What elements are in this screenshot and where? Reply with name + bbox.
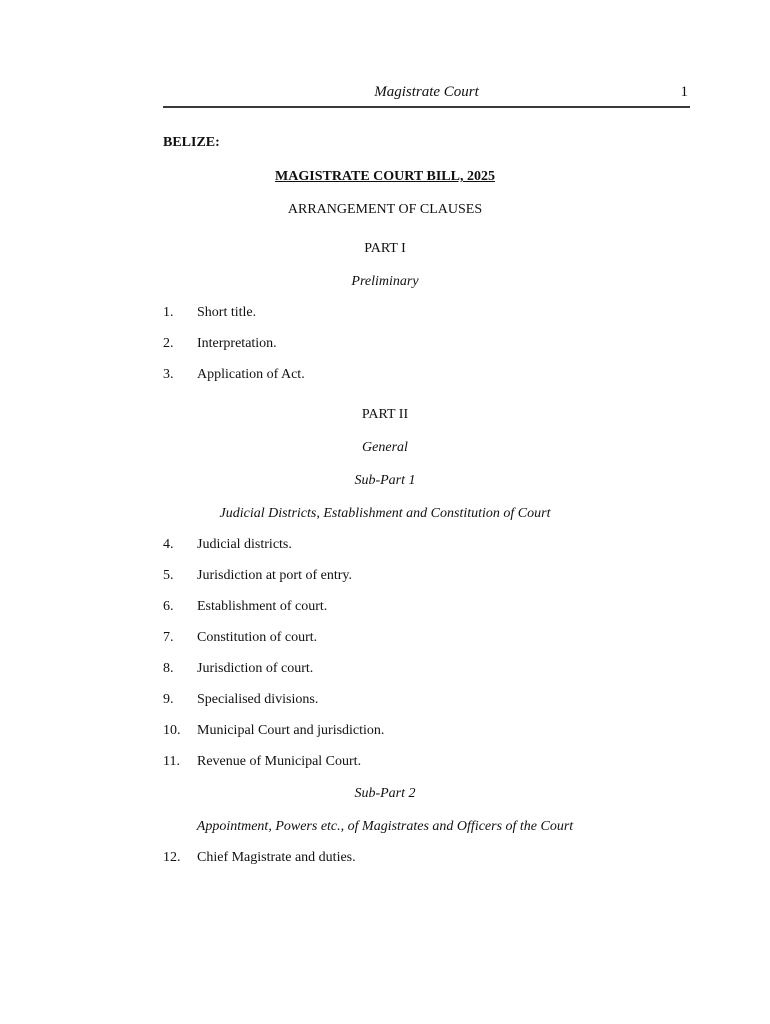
clause-title: Revenue of Municipal Court.	[197, 754, 362, 769]
bill-title: MAGISTRATE COURT BILL, 2025	[275, 169, 495, 184]
part-2-heading: General	[362, 440, 408, 455]
clause-title: Short title.	[197, 305, 257, 320]
clause-number: 4.	[163, 537, 174, 552]
clause-title: Judicial districts.	[197, 537, 292, 552]
clause-number: 11.	[163, 754, 180, 769]
part-2-label: PART II	[361, 407, 409, 422]
clause-title: Jurisdiction at port of entry.	[197, 568, 353, 583]
clause-title: Municipal Court and jurisdiction.	[197, 723, 385, 738]
clause-number: 3.	[163, 367, 174, 382]
clause-number: 1.	[163, 305, 174, 320]
clause-title: Interpretation.	[197, 336, 277, 351]
country-label: BELIZE:	[163, 135, 220, 150]
clause-number: 5.	[163, 568, 174, 583]
clause-title: Establishment of court.	[197, 599, 328, 614]
clause-title: Jurisdiction of court.	[197, 661, 314, 676]
clause-number: 2.	[163, 336, 174, 351]
clause-number: 8.	[163, 661, 174, 676]
subpart-1-label: Sub-Part 1	[354, 473, 416, 488]
bill-title-row	[163, 168, 607, 186]
clause-title: Constitution of court.	[197, 630, 318, 645]
clause-number: 9.	[163, 692, 174, 707]
clause-title: Application of Act.	[197, 367, 305, 382]
part-1-heading: Preliminary	[351, 274, 419, 289]
clause-number: 12.	[163, 850, 181, 865]
part-1-label: PART I	[364, 241, 406, 256]
arrangement-heading: ARRANGEMENT OF CLAUSES	[287, 202, 483, 217]
clause-title: Chief Magistrate and duties.	[197, 850, 356, 865]
clause-number: 7.	[163, 630, 174, 645]
page-header	[163, 84, 690, 108]
page-number: 1	[680, 84, 688, 100]
subpart-2-label: Sub-Part 2	[354, 786, 416, 801]
clause-number: 6.	[163, 599, 174, 614]
subpart-1-heading: Judicial Districts, Establishment and Constitution of Court	[219, 506, 551, 521]
subpart-2-heading: Appointment, Powers etc., of Magistrates and Officers of the Court	[196, 819, 574, 834]
running-title: Magistrate Court	[374, 84, 479, 100]
clause-number: 10.	[163, 723, 181, 738]
clause-title: Specialised divisions.	[197, 692, 319, 707]
